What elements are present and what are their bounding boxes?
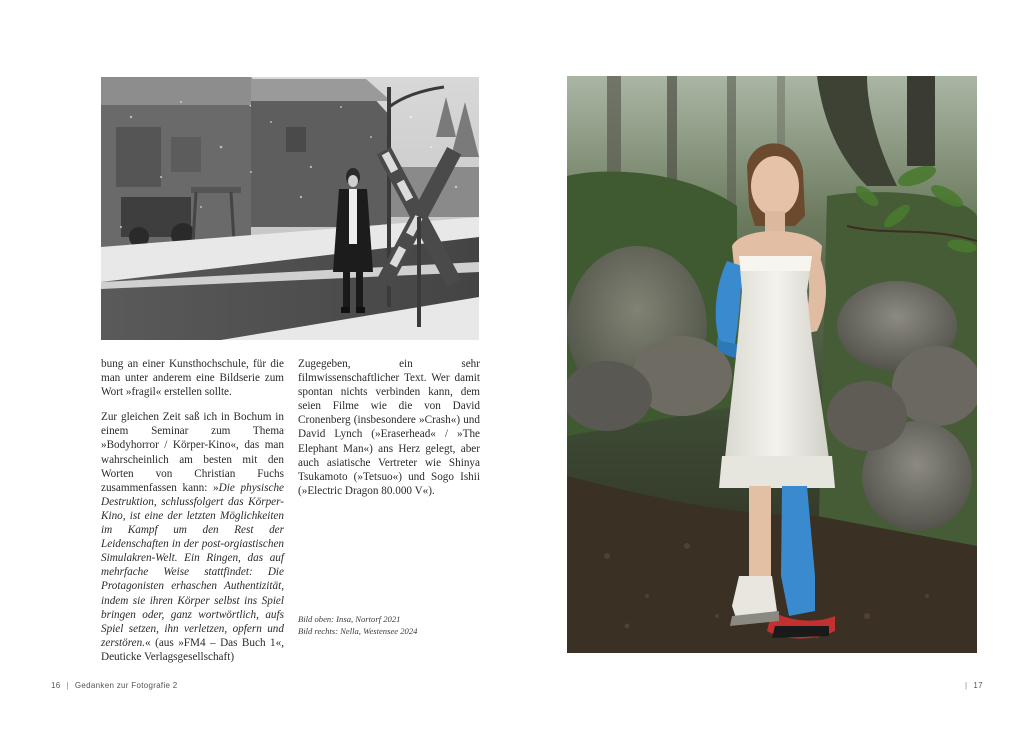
running-title: Gedanken zur Fotografie 2 [74,681,178,690]
forest-portrait-graphic [567,76,977,653]
christian-fuchs-quote: Die physische Destruktion, schlussfolgert das Körper-Kino, ist eine der letzten Möglichkeiten im Kampf um den Rest der Leidenschaften in der post-orgiastischen Simulakren-Welt. Ein Ringen, das auf mehrfache Weise stattfindet: Die Protagonisten erhaschen Authentizität, indem sie ihren Körper selbst ins Spiel bringen oder, ganz wortwörtlich, aufs Spiel setzen, ihn verletzen, opfern und zerstören. [101,481,285,649]
text-column-1 [101,357,284,675]
footer-separator: | [66,681,69,690]
column-2-paragraph-1: Zugegeben, ein sehr filmwissenschaftlicher Text. Wer damit spontan nichts verbinden kann, dem seien Filme wie die von David Cronenberg (insbesondere »Crash«) und David Lynch (»Eraserhead« / »The Elephant Man«) ans Herz gelegt, aber auch asiatische Vertreter wie Shinya Tsukamoto (»Tetsuo«) und Sogo Ishii (»Electric Dragon 80.000 V«). [298,358,480,497]
right-page-footer [959,681,983,690]
paragraph-2-source: « (aus »FM4 – Das Buch 1«, Deuticke Verlagsgesellschaft) [101,636,284,663]
paragraph-2-intro: Zur gleichen Zeit saß ich in Bochum in einem Seminar zum Thema »Bodyhorror / Körper-Kino«, das man wahrscheinlich am besten mit den Worten von Christian Fuchs zusammenfassen kann: » [101,411,284,494]
caption-line-right-photo: Bild rechts: Nella, Westensee 2024 [298,625,418,636]
column-1-paragraph-2 [101,410,284,664]
footer-separator-right: | [965,681,968,690]
snowy-scene-graphic [101,77,479,340]
caption-line-top-photo: Bild oben: Insa, Nortorf 2021 [298,614,401,624]
text-column-2 [298,357,480,509]
photo-snowy-scene [101,77,479,340]
page-number-left: 16 [51,681,61,690]
column-1-paragraph-1: bung an einer Kunsthochschule, für die man unter anderem eine Bildserie zum Wort »fragil« erstellen sollte. [101,358,284,399]
left-page-footer [51,681,178,690]
page-number-right: 17 [973,681,983,690]
photo-caption [298,614,498,637]
photo-forest-portrait [567,76,977,653]
